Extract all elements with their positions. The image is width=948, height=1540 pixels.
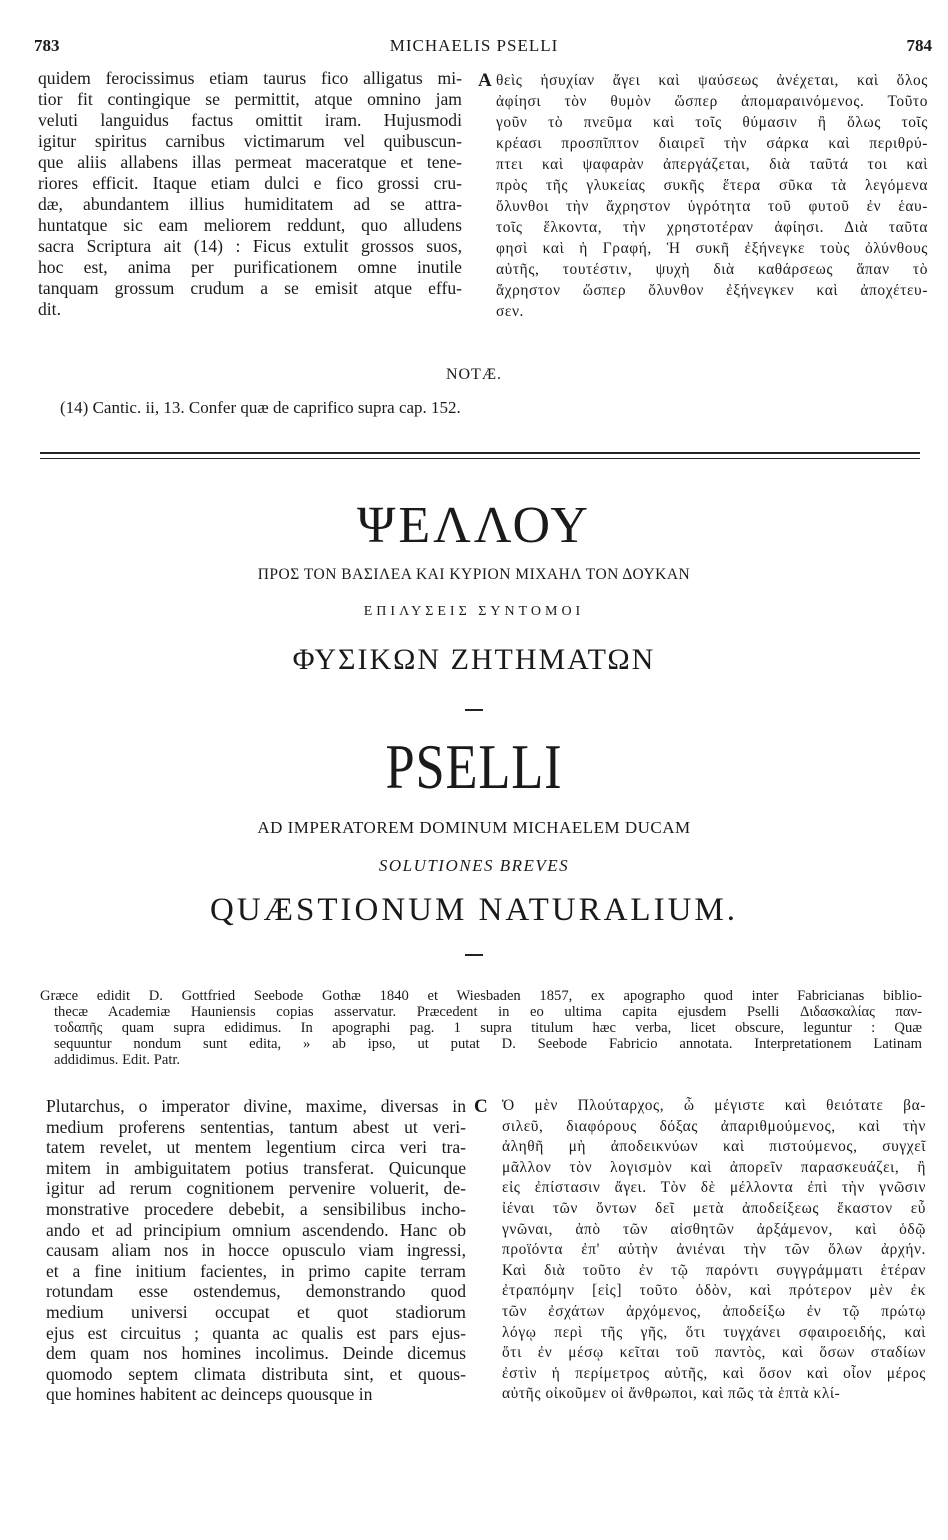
greek-text-line: αὐτῆς, τουτέστιν, ψυχὴ διὰ καθάρσεως ἅπαν τὸ xyxy=(496,261,928,278)
greek-text-line: σεν. xyxy=(496,303,524,320)
column-marker-c: C xyxy=(474,1096,488,1117)
latin-text-line: igitur ad rerum cognitionem pervenire voluerit, de- xyxy=(46,1178,466,1199)
running-head xyxy=(0,36,948,60)
latin-subtitle-2: SOLUTIONES BREVES xyxy=(378,856,570,875)
latin-text-line: tanquam grossum crudum a se emisit atque effu- xyxy=(38,278,462,298)
latin-text-line: dæ, abundantem illius humiditatem ad se attra- xyxy=(38,194,462,214)
column-marker-a: A xyxy=(478,70,492,91)
latin-text-line: dem quam nos homines incolimus. Deinde dicemus xyxy=(46,1343,466,1364)
latin-text-line: ejus est circuitus ; quanta ac qualis est pars ejus- xyxy=(46,1322,466,1343)
greek-text-line: τῶν ἐσχάτων ἀρχόμενος, ἀποδείξω ἐν τῷ πρώτῳ xyxy=(502,1302,926,1320)
latin-text-line: sacra Scriptura ait (14) : Ficus extulit grossos suos, xyxy=(38,236,462,256)
latin-text-line: medium proferens sententias, tantum abest ut veri- xyxy=(46,1116,466,1137)
latin-text-line: igitur spiritus carnibus victimarum vel quibuscun- xyxy=(38,131,462,151)
title-dash-2 xyxy=(465,954,483,956)
latin-text-line: que homines habitent ac deinceps quousque in xyxy=(46,1384,373,1405)
notes-heading: NOTÆ. xyxy=(445,366,503,383)
latin-text-line: dit. xyxy=(38,299,61,319)
greek-author-title: ΨΕΛΛΟΥ xyxy=(357,497,591,554)
greek-text-line: γοῦν τὸ πνεῦμα καὶ τοῖς θύμασιν ἢ ὅλως τοῖς xyxy=(496,114,928,131)
greek-text-line: φησὶ καὶ ἡ Γραφή, Ἡ συκῆ ἐξήνεγκε τοὺς ὀλύνθους xyxy=(496,240,928,257)
top-greek-column xyxy=(496,70,928,322)
editorial-note-line: sequuntur nondum sunt edita, » ab ipso, ut putat D. Seebode Fabricio annotata. Interpretationem Latinam xyxy=(54,1036,922,1052)
greek-subtitle-3: ΦΥΣΙΚΩΝ ΖΗΤΗΜΑΤΩΝ xyxy=(292,643,656,676)
latin-text-line: mitem in ambiguitatem potius transferat. Quicunque xyxy=(46,1157,466,1178)
page-number-right: 784 xyxy=(906,36,932,55)
editorial-note xyxy=(40,988,922,1068)
latin-text-line: huntatque sic eam meliorem reddunt, quo alludens xyxy=(38,215,462,235)
greek-subtitle-2: ΕΠΙΛΥΣΕΙΣ ΣΥΝΤΟΜΟΙ xyxy=(363,604,585,619)
greek-text-line: σιλεῦ, διαφόρους δόξας ἀπαριθμούμενος, καὶ τὴν xyxy=(502,1117,926,1135)
latin-subtitle-1: AD IMPERATOREM DOMINUM MICHAELEM DUCAM xyxy=(257,818,691,837)
top-latin-column xyxy=(38,68,462,320)
editorial-note-line: Græce edidit D. Gottfried Seebode Gothæ 1840 et Wiesbaden 1857, ex apographo quod inter Fabricianas biblio- xyxy=(40,988,922,1004)
editorial-note-line: thecæ Academiæ Hauniensis copias asservatur. Præcedent in eo ultima capita ejusdem Pselli Διδασκαλίας παν- xyxy=(54,1004,922,1020)
greek-text-line: εἰς ἐπίστασιν ἄγει. Τὸν δὲ μέλλοντα ἐπὶ τὴν γνῶσιν xyxy=(502,1179,926,1197)
greek-text-line: γνῶναι, ἀπὸ τῶν αἰσθητῶν ἀρξάμενον, καὶ ὁδῷ xyxy=(502,1220,926,1238)
greek-text-line: ἄχρηστον ὥσπερ ὄλυνθον ἐξήνεγκεν καὶ ἀποχέτευ- xyxy=(496,282,928,299)
page-number-left: 783 xyxy=(34,36,60,55)
latin-author-title: PSELLI xyxy=(385,731,563,802)
latin-text-line: ando et ad principium omnium ascendendo. Hanc ob xyxy=(46,1219,466,1240)
greek-text-line: Καὶ διὰ τοῦτο ἐν τῷ παρόντι συγγράμματι ἑτέραν xyxy=(502,1261,926,1279)
greek-text-line: ἰέναι τῶν ὄντων δεῖ μετὰ ἀποδείξεως ἕκαστον εὖ xyxy=(502,1199,926,1217)
section-rule-top xyxy=(40,452,920,454)
greek-text-line: ἀληθῆ μὴ ἀποδεικνύων καὶ πιστούμενος, συγχεῖ xyxy=(502,1138,926,1156)
greek-text-line: Ὁ μὲν Πλούταρχος, ὦ μέγιστε καὶ θειότατε βα- xyxy=(502,1097,926,1114)
latin-text-line: et a fine initium facientes, in primo capite terram xyxy=(46,1260,466,1281)
greek-text-line: προϊόντα ἐπ' αὐτὴν ἀνιέναι τὴν τῶν ὅλων ἀρχήν. xyxy=(502,1241,926,1259)
latin-text-line: causam aliam nos in hocce opusculo viam ingressi, xyxy=(46,1240,466,1261)
latin-text-line: Plutarchus, o imperator divine, maxime, diversas in xyxy=(46,1096,466,1116)
greek-text-line: θεὶς ἡσυχίαν ἄγει καὶ ψαύσεως ἀνέχεται, καὶ ὅλος xyxy=(496,72,928,89)
latin-text-line: tior fit contingique se permittit, atque omnino jam xyxy=(38,89,462,109)
greek-text-line: ὄλυνθοι τὴν ἄχρηστον ὑγρότητα τοῦ φυτοῦ ἐν ἑαυ- xyxy=(496,198,928,215)
greek-text-line: ἐτραπόμην [εἰς] τοῦτο ὁδὸν, καὶ πρότερον μὲν ἐκ xyxy=(502,1282,926,1300)
greek-text-line: ἀφίησι τὸν θυμὸν ὥσπερ ἀπομαραινόμενος. Τοῦτο xyxy=(496,93,928,110)
latin-text-line: medium universi occupat et quot stadiorum xyxy=(46,1301,466,1322)
greek-text-line: κρέασι προσπῖπτον διαιρεῖ τὴν σάρκα καὶ περιθρύ- xyxy=(496,135,928,152)
greek-text-line: μᾶλλον τὸν λογισμὸν καὶ ἀπορεῖν παρασκευάζει, ἢ xyxy=(502,1158,926,1176)
footnote-14: (14) Cantic. ii, 13. Confer quæ de caprifico supra cap. 152. xyxy=(60,398,461,417)
latin-text-line: rotundam esse ostendemus, demonstrando quod xyxy=(46,1281,466,1302)
greek-text-line: λόγῳ περὶ τῆς γῆς, ὅτι τυγχάνει σφαιροειδής, καὶ xyxy=(502,1323,926,1341)
latin-text-line: quidem ferocissimus etiam taurus fico alligatus mi- xyxy=(38,68,462,88)
latin-text-line: monstrative procedere debebit, a sensibilibus incho- xyxy=(46,1198,466,1219)
latin-subtitle-3: QUÆSTIONUM NATURALIUM. xyxy=(210,892,738,928)
greek-text-line: πρὸς τῆς γλυκείας συκῆς ἕτερα σῦκα τὰ λεγόμενα xyxy=(496,177,928,194)
greek-text-line: ὅτι ἐν μέσῳ κεῖται τοῦ παντὸς, καὶ ὅσων σταδίων xyxy=(502,1344,926,1362)
latin-text-line: que aliis allabens illas permeat maceratque et tene- xyxy=(38,152,462,172)
editorial-note-line: addidimus. Edit. Patr. xyxy=(54,1052,181,1068)
editorial-note-line: τοδαπῆς quam supra edidimus. In apographi pag. 1 supra titulum hæc verba, licet obscure, leguntur : Quæ xyxy=(54,1020,922,1036)
greek-text-line: ἐστὶν ἡ περίμετρος αὐτῆς, καὶ ὅσον καὶ οἷον μέρος xyxy=(502,1364,926,1382)
latin-text-line: riores efficit. Itaque etiam dulci e fico grossi cru- xyxy=(38,173,462,193)
greek-text-line: αὐτῆς οἰκοῦμεν οἱ ἄνθρωποι, καὶ πῶς τὰ ἑπτὰ κλί- xyxy=(502,1385,841,1403)
latin-text-line: veluti languidus factus omittit iram. Hujusmodi xyxy=(38,110,462,130)
greek-text-line: πτει καὶ ψαφαρὰν ἀπεργάζεται, διὰ ταῦτά τοι καὶ xyxy=(496,156,928,173)
title-dash-1 xyxy=(465,709,483,711)
bottom-greek-column xyxy=(502,1096,926,1405)
greek-subtitle-1: ΠΡΟΣ ΤΟΝ ΒΑΣΙΛΕΑ ΚΑΙ ΚΥΡΙΟΝ ΜΙΧΑΗΛ ΤΟΝ ΔΟΥΚΑΝ xyxy=(257,566,691,583)
latin-text-line: quomodo septem climata distributa sint, et quous- xyxy=(46,1363,466,1384)
latin-text-line: tatem revelet, ut mentem legentium circa veri tra- xyxy=(46,1137,466,1158)
bottom-latin-column xyxy=(46,1096,466,1405)
running-title: MICHAELIS PSELLI xyxy=(389,36,559,55)
latin-text-line: hoc est, anima per purificationem omne inutile xyxy=(38,257,462,277)
section-rule-bottom xyxy=(40,458,920,459)
greek-text-line: τοῖς ἕλκοντα, τὴν χρηστοτέραν ἀφίησι. Διὰ ταῦτα xyxy=(496,219,928,236)
